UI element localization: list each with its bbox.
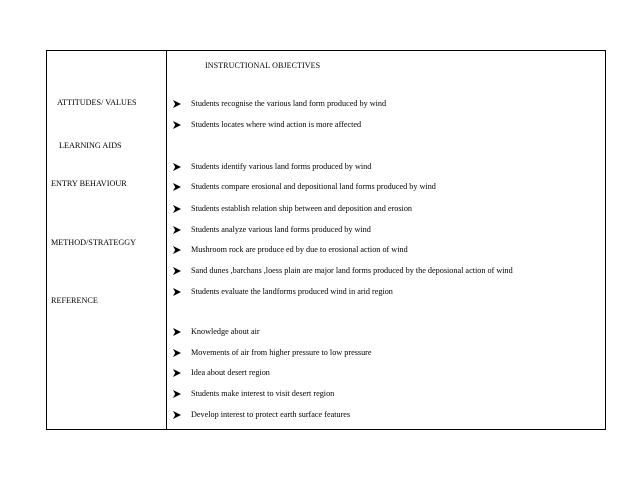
arrow-bullet-icon (173, 411, 181, 419)
arrow-bullet-icon (173, 328, 181, 336)
arrow-bullet-icon (173, 205, 181, 213)
list-item (173, 287, 393, 296)
list-item (173, 99, 386, 108)
list-item-text: Students recognise the various land form produced by wind (191, 99, 387, 108)
list-item (173, 348, 372, 357)
list-item-text: Students identify various land forms produced by wind (191, 162, 372, 171)
arrow-bullet-icon (173, 100, 181, 108)
label-reference: REFERENCE (51, 296, 98, 305)
list-item (173, 327, 260, 336)
list-item-text: Movements of air from higher pressure to low pressure (191, 348, 372, 357)
arrow-bullet-icon (173, 121, 181, 129)
list-item (173, 389, 334, 398)
arrow-bullet-icon (173, 246, 181, 254)
list-item-text: Students analyze various land forms produced by wind (191, 225, 371, 234)
label-learning-aids: LEARNING AIDS (59, 141, 122, 150)
arrow-bullet-icon (173, 163, 181, 171)
list-item (173, 204, 412, 213)
list-item-text: Students locates where wind action is more affected (191, 120, 362, 129)
label-entry-behaviour: ENTRY BEHAVIOUR (51, 179, 127, 188)
list-item (173, 120, 361, 129)
arrow-bullet-icon (173, 369, 181, 377)
arrow-bullet-icon (173, 390, 181, 398)
table-header-title: INSTRUCTIONAL OBJECTIVES (205, 61, 321, 70)
list-item-text: Idea about desert region (191, 368, 270, 377)
list-item-text: Sand dunes ,barchans ,loess plain are major land forms produced by the deposional action of wind (191, 266, 513, 275)
arrow-bullet-icon (173, 267, 181, 275)
list-item-text: Students make interest to visit desert region (191, 389, 335, 398)
label-method-strategy: METHOD/STRATEGGY (51, 238, 137, 247)
label-attitudes-values: ATTITUDES/ VALUES (57, 98, 137, 107)
objectives-table (46, 50, 606, 430)
list-item-text: Students evaluate the landforms produced wind in arid region (191, 287, 393, 296)
list-item (173, 162, 371, 171)
list-item (173, 368, 270, 377)
list-item-text: Knowledge about air (191, 327, 260, 336)
list-item-text: Mushroom rock are produce ed by due to erosional action of wind (191, 245, 408, 254)
column-divider (166, 51, 167, 429)
list-item (173, 410, 350, 419)
list-item (173, 182, 436, 191)
arrow-bullet-icon (173, 226, 181, 234)
arrow-bullet-icon (173, 349, 181, 357)
list-item (173, 266, 513, 275)
list-item-text: Develop interest to protect earth surface features (191, 410, 351, 419)
arrow-bullet-icon (173, 183, 181, 191)
list-item-text: Students establish relation ship between and deposition and erosion (191, 204, 413, 213)
list-item-text: Students compare erosional and depositional land forms produced by wind (191, 182, 436, 191)
list-item (173, 225, 371, 234)
arrow-bullet-icon (173, 288, 181, 296)
list-item (173, 245, 408, 254)
